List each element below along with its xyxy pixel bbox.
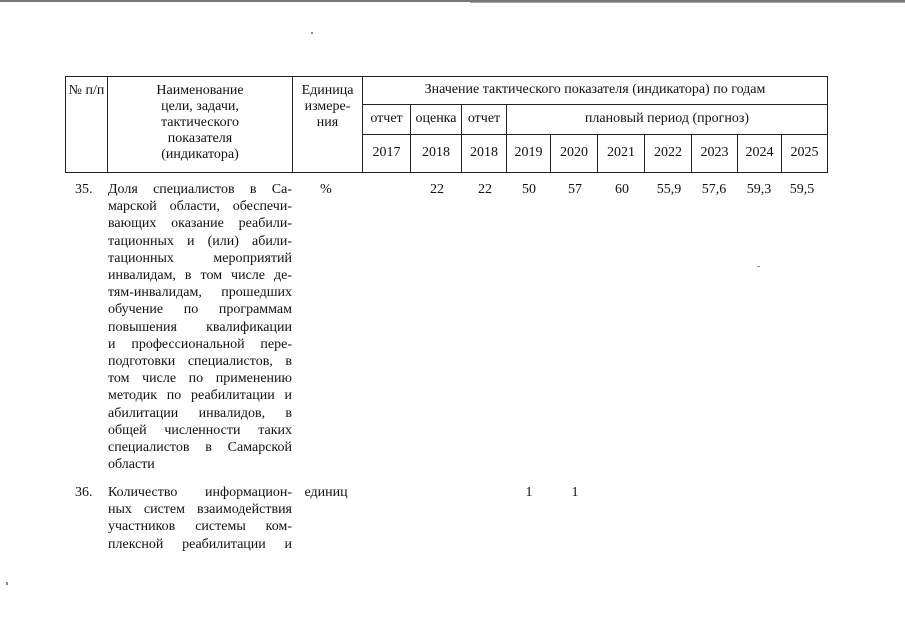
scan-speck [757,266,760,267]
indicator-name-line: Количество информацион- [108,485,292,500]
value-cell: 57,6 [701,182,727,197]
indicator-table-header [65,76,828,173]
indicator-name [108,181,292,473]
row-number: 35. [75,182,93,197]
header-year: 2017 [363,135,411,173]
value-cell: 1 [525,485,533,500]
value-cell: 60 [615,182,629,197]
indicator-name-line: методик по реабилитации и [108,388,292,404]
indicator-name-line: инвалидам, в том числе де- [108,268,292,284]
header-unit-line: Единица [301,83,354,98]
value-cell: 57 [568,182,582,197]
header-sub-report: отчет [363,105,411,135]
scan-speck [6,582,8,585]
scan-top-edge-shadow [470,2,905,3]
indicator-name-line: общей численности таких [108,422,292,438]
header-year: 2022 [645,135,692,173]
header-sub-report: отчет [462,105,507,135]
header-name-line: Наименование [156,83,244,98]
header-values-title: Значение тактического показателя (индикатора) по годам [363,77,828,105]
header-year: 2025 [782,135,828,173]
header-year: 2024 [738,135,782,173]
unit-value: % [320,182,332,197]
header-year: 2018 [462,135,507,173]
value-cell: 22 [478,182,492,197]
header-name-cell [108,77,293,173]
value-cell: 55,9 [656,182,682,197]
indicator-name-line: марской области, обеспечи- [108,199,292,215]
header-name-line: тактического [160,115,240,131]
value-cell: 1 [571,485,579,500]
header-unit-cell [293,77,363,173]
scan-speck [311,32,313,34]
header-year: 2019 [507,135,551,173]
indicator-name-line: Доля специалистов в Са- [108,182,292,197]
header-year: 2021 [598,135,645,173]
row-number: 36. [75,485,93,500]
indicator-name-line: том числе по применению [108,371,292,387]
value-cell: 22 [430,182,444,197]
indicator-name-line: плексной реабилитации и [108,536,292,552]
indicator-name-line: тационных мероприятий [108,250,292,266]
indicator-name-line: специалистов в Самарской [108,440,292,456]
unit-value: единиц [304,485,348,500]
indicator-name-line: обучение по программам [108,302,292,318]
header-name-line: цели, задачи, [161,99,239,115]
value-cell: 59,3 [746,182,772,197]
header-year: 2020 [551,135,598,173]
header-number-cell [66,77,108,173]
indicator-name-line: тационных и (или) абили- [108,233,292,249]
header-name-line: (индикатора) [161,147,239,163]
indicator-name-line: абилитации инвалидов, в [108,405,292,421]
indicator-name-line: участников системы ком- [108,519,292,535]
header-name-line: показателя [167,131,233,147]
header-year: 2018 [411,135,462,173]
header-plan-period: плановый период (прогноз) [507,105,828,135]
indicator-name-line: подготовки специалистов, в [108,354,292,370]
header-unit-line: измере- [304,99,351,115]
indicator-name-line: и профессиональной пере- [108,336,292,352]
indicator-name-line: области [108,457,155,473]
value-cell: 59,5 [789,182,815,197]
header-sub-estimate: оценка [411,105,462,135]
indicator-name-line: повышения квалификации [108,319,292,335]
indicator-name-line: вающих оказание реабили- [108,216,292,232]
header-unit-line: ния [316,115,339,131]
header-year: 2023 [692,135,738,173]
indicator-name-line: тям-инвалидам, прошедших [108,285,292,301]
indicator-name-line: ных систем взаимодействия [108,502,292,518]
indicator-name [108,484,292,553]
value-cell: 50 [522,182,536,197]
header-number: № п/п [68,83,105,98]
